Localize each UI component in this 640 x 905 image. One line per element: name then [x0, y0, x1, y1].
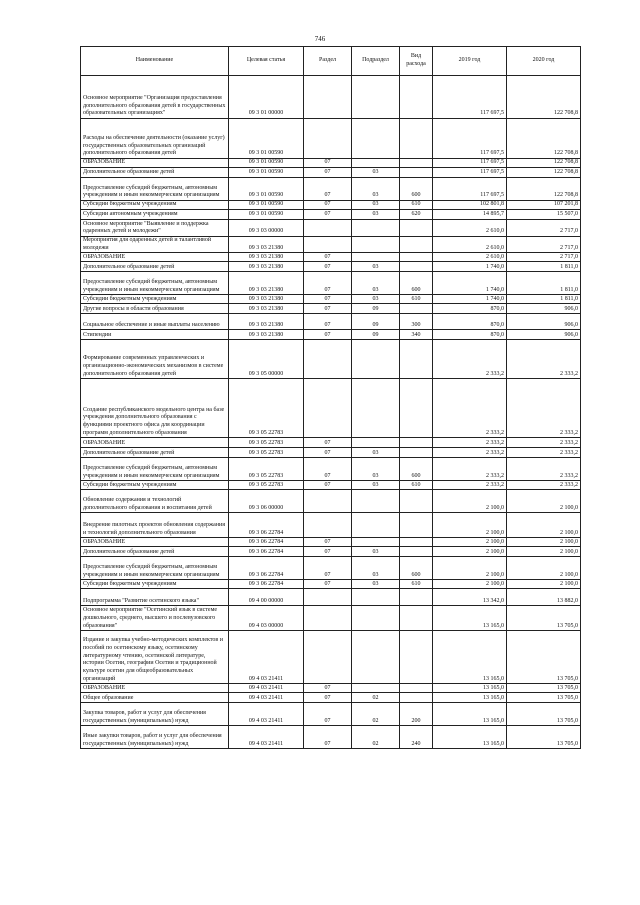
cell-section — [304, 513, 352, 538]
cell-section: 07 — [304, 458, 352, 481]
cell-section: 07 — [304, 272, 352, 295]
table-row — [81, 237, 581, 253]
cell-name: Предоставление субсидий бюджетным, автономным учреждениям и иным некоммерческим организациям — [81, 178, 229, 201]
cell-subsection — [352, 119, 400, 159]
cell-expense-type — [400, 438, 433, 448]
header-subsection: Подраздел — [352, 47, 400, 76]
cell-expense-type — [400, 631, 433, 684]
cell-year-2019: 2 100,0 — [433, 513, 507, 538]
cell-target-article: 09 3 03 00000 — [229, 220, 304, 237]
cell-expense-type — [400, 589, 433, 606]
cell-year-2019: 2 333,2 — [433, 481, 507, 490]
cell-year-2019: 117 697,5 — [433, 76, 507, 119]
table-row — [81, 159, 581, 168]
cell-target-article: 09 4 00 00000 — [229, 589, 304, 606]
cell-target-article: 09 4 03 21411 — [229, 693, 304, 703]
cell-section: 07 — [304, 159, 352, 168]
cell-subsection: 03 — [352, 178, 400, 201]
cell-expense-type — [400, 684, 433, 693]
cell-subsection — [352, 220, 400, 237]
cell-subsection — [352, 606, 400, 631]
cell-section: 07 — [304, 253, 352, 262]
cell-section: 07 — [304, 262, 352, 272]
cell-year-2019: 13 165,0 — [433, 606, 507, 631]
cell-target-article: 09 3 01 00000 — [229, 76, 304, 119]
cell-name: Обновление содержания и технологий дополнительного образования и воспитания детей — [81, 490, 229, 513]
cell-section: 07 — [304, 547, 352, 557]
cell-subsection — [352, 513, 400, 538]
cell-expense-type: 200 — [400, 703, 433, 726]
cell-name: Дополнительное образование детей — [81, 448, 229, 458]
cell-target-article: 09 4 03 21411 — [229, 726, 304, 749]
cell-expense-type: 600 — [400, 178, 433, 201]
table-row — [81, 210, 581, 220]
cell-year-2020: 2 100,0 — [507, 490, 581, 513]
table-row — [81, 340, 581, 379]
cell-year-2019: 2 100,0 — [433, 557, 507, 580]
cell-subsection — [352, 684, 400, 693]
cell-target-article: 09 3 01 00590 — [229, 119, 304, 159]
table-row — [81, 119, 581, 159]
cell-year-2019: 2 333,2 — [433, 379, 507, 438]
cell-subsection: 03 — [352, 168, 400, 178]
table-row — [81, 580, 581, 589]
table-row — [81, 379, 581, 438]
cell-section: 07 — [304, 210, 352, 220]
cell-year-2019: 2 100,0 — [433, 580, 507, 589]
table-row — [81, 726, 581, 749]
cell-section — [304, 340, 352, 379]
cell-year-2020: 1 811,0 — [507, 295, 581, 304]
cell-year-2019: 102 801,8 — [433, 201, 507, 210]
cell-year-2019: 2 333,2 — [433, 340, 507, 379]
cell-name: Субсидии бюджетным учреждениям — [81, 295, 229, 304]
cell-section — [304, 606, 352, 631]
table-row — [81, 631, 581, 684]
cell-target-article: 09 3 06 22784 — [229, 513, 304, 538]
cell-subsection — [352, 159, 400, 168]
cell-name: ОБРАЗОВАНИЕ — [81, 538, 229, 547]
cell-subsection: 03 — [352, 210, 400, 220]
cell-year-2020: 122 708,8 — [507, 76, 581, 119]
cell-name: Расходы на обеспечение деятельности (оказание услуг) государственных образовательных организаций дополнительного образования детей — [81, 119, 229, 159]
cell-year-2020: 2 100,0 — [507, 538, 581, 547]
cell-target-article: 09 4 03 21411 — [229, 703, 304, 726]
table-row — [81, 76, 581, 119]
cell-year-2019: 2 610,0 — [433, 237, 507, 253]
cell-name: Основное мероприятие "Осетинский язык в системе дошкольного, среднего, высшего и послевузовского образования" — [81, 606, 229, 631]
cell-section: 07 — [304, 481, 352, 490]
cell-year-2020: 122 708,8 — [507, 178, 581, 201]
cell-target-article: 09 3 06 00000 — [229, 490, 304, 513]
cell-year-2019: 13 165,0 — [433, 684, 507, 693]
cell-target-article: 09 3 03 21380 — [229, 330, 304, 340]
cell-expense-type — [400, 538, 433, 547]
cell-name: Дополнительное образование детей — [81, 262, 229, 272]
cell-target-article: 09 3 03 21380 — [229, 304, 304, 314]
cell-year-2020: 13 705,0 — [507, 631, 581, 684]
cell-section: 07 — [304, 168, 352, 178]
cell-expense-type — [400, 379, 433, 438]
cell-subsection: 03 — [352, 580, 400, 589]
table-row — [81, 304, 581, 314]
cell-target-article: 09 3 03 21380 — [229, 253, 304, 262]
table-row — [81, 220, 581, 237]
cell-subsection — [352, 340, 400, 379]
cell-target-article: 09 3 01 00590 — [229, 178, 304, 201]
cell-expense-type: 610 — [400, 580, 433, 589]
cell-year-2019: 1 740,0 — [433, 295, 507, 304]
cell-subsection: 09 — [352, 330, 400, 340]
cell-section — [304, 237, 352, 253]
cell-expense-type — [400, 253, 433, 262]
cell-target-article: 09 3 06 22784 — [229, 547, 304, 557]
table-row — [81, 168, 581, 178]
cell-section — [304, 119, 352, 159]
cell-subsection — [352, 253, 400, 262]
table-header-row — [81, 47, 581, 76]
cell-year-2019: 2 333,2 — [433, 448, 507, 458]
cell-year-2020: 107 201,8 — [507, 201, 581, 210]
cell-subsection: 09 — [352, 304, 400, 314]
cell-section: 07 — [304, 448, 352, 458]
cell-expense-type: 620 — [400, 210, 433, 220]
cell-target-article: 09 3 01 00590 — [229, 159, 304, 168]
cell-expense-type — [400, 220, 433, 237]
cell-name: Иные закупки товаров, работ и услуг для обеспечения государственных (муниципальных) нужд — [81, 726, 229, 749]
cell-expense-type — [400, 262, 433, 272]
cell-target-article: 09 3 06 22784 — [229, 580, 304, 589]
table-row — [81, 438, 581, 448]
cell-name: Основное мероприятие "Выявление и поддержка одаренных детей и молодежи" — [81, 220, 229, 237]
cell-subsection: 09 — [352, 314, 400, 330]
cell-name: Мероприятия для одаренных детей и талантливой молодежи — [81, 237, 229, 253]
cell-expense-type: 300 — [400, 314, 433, 330]
cell-subsection: 03 — [352, 295, 400, 304]
header-expense-type: Вид расхода — [400, 47, 433, 76]
table-row — [81, 490, 581, 513]
cell-year-2020: 1 811,0 — [507, 262, 581, 272]
cell-section: 07 — [304, 438, 352, 448]
cell-expense-type: 340 — [400, 330, 433, 340]
cell-year-2019: 1 740,0 — [433, 272, 507, 295]
cell-expense-type — [400, 304, 433, 314]
cell-section — [304, 220, 352, 237]
cell-target-article: 09 3 05 22783 — [229, 481, 304, 490]
table-row — [81, 538, 581, 547]
table-row — [81, 481, 581, 490]
cell-target-article: 09 3 05 22783 — [229, 448, 304, 458]
cell-year-2020: 2 333,2 — [507, 379, 581, 438]
cell-expense-type — [400, 513, 433, 538]
cell-year-2019: 13 165,0 — [433, 693, 507, 703]
cell-section: 07 — [304, 201, 352, 210]
cell-year-2019: 13 165,0 — [433, 726, 507, 749]
cell-year-2019: 2 100,0 — [433, 547, 507, 557]
cell-expense-type: 240 — [400, 726, 433, 749]
table-row — [81, 458, 581, 481]
cell-subsection: 03 — [352, 458, 400, 481]
cell-year-2019: 117 697,5 — [433, 119, 507, 159]
cell-name: Предоставление субсидий бюджетным, автономным учреждениям и иным некоммерческим организациям — [81, 458, 229, 481]
cell-target-article: 09 3 05 00000 — [229, 340, 304, 379]
cell-year-2019: 117 697,5 — [433, 178, 507, 201]
cell-year-2019: 13 165,0 — [433, 703, 507, 726]
cell-subsection — [352, 237, 400, 253]
cell-name: ОБРАЗОВАНИЕ — [81, 684, 229, 693]
cell-section — [304, 379, 352, 438]
cell-expense-type — [400, 547, 433, 557]
cell-year-2020: 2 333,2 — [507, 448, 581, 458]
cell-year-2020: 2 717,0 — [507, 220, 581, 237]
cell-section: 07 — [304, 703, 352, 726]
cell-subsection: 02 — [352, 703, 400, 726]
table-row — [81, 314, 581, 330]
cell-section — [304, 490, 352, 513]
header-target-article: Целевая статья — [229, 47, 304, 76]
cell-target-article: 09 3 06 22784 — [229, 557, 304, 580]
cell-section: 07 — [304, 304, 352, 314]
cell-name: Создание республиканского модельного центра на базе учреждения дополнительного образования с функциями проектного офиса для координации программ дополнительного образования — [81, 379, 229, 438]
cell-name: Социальное обеспечение и иные выплаты населению — [81, 314, 229, 330]
cell-year-2019: 870,0 — [433, 314, 507, 330]
cell-section: 07 — [304, 726, 352, 749]
table-row — [81, 253, 581, 262]
cell-year-2019: 14 895,7 — [433, 210, 507, 220]
cell-name: ОБРАЗОВАНИЕ — [81, 253, 229, 262]
cell-expense-type: 610 — [400, 201, 433, 210]
cell-expense-type — [400, 119, 433, 159]
table-row — [81, 513, 581, 538]
cell-year-2019: 2 610,0 — [433, 253, 507, 262]
cell-subsection — [352, 538, 400, 547]
cell-year-2019: 2 100,0 — [433, 538, 507, 547]
cell-expense-type: 600 — [400, 557, 433, 580]
cell-subsection — [352, 438, 400, 448]
cell-subsection: 02 — [352, 693, 400, 703]
cell-subsection — [352, 589, 400, 606]
cell-year-2019: 870,0 — [433, 330, 507, 340]
cell-year-2020: 13 705,0 — [507, 606, 581, 631]
cell-year-2020: 122 708,8 — [507, 159, 581, 168]
cell-name: Закупка товаров, работ и услуг для обеспечения государственных (муниципальных) нужд — [81, 703, 229, 726]
table-row — [81, 557, 581, 580]
cell-year-2020: 13 705,0 — [507, 684, 581, 693]
cell-target-article: 09 3 01 00590 — [229, 168, 304, 178]
cell-expense-type — [400, 448, 433, 458]
cell-name: Дополнительное образование детей — [81, 547, 229, 557]
table-row — [81, 201, 581, 210]
table-row — [81, 606, 581, 631]
cell-section: 07 — [304, 314, 352, 330]
table-row — [81, 295, 581, 304]
header-year-2020: 2020 год — [507, 47, 581, 76]
cell-name: Общее образование — [81, 693, 229, 703]
cell-section: 07 — [304, 295, 352, 304]
cell-subsection: 03 — [352, 481, 400, 490]
cell-year-2020: 2 333,2 — [507, 458, 581, 481]
cell-expense-type — [400, 168, 433, 178]
cell-section: 07 — [304, 557, 352, 580]
cell-target-article: 09 4 03 21411 — [229, 684, 304, 693]
cell-subsection: 03 — [352, 448, 400, 458]
cell-name: Формирование современных управленческих и организационно-экономических механизмов в системе дополнительного образования детей — [81, 340, 229, 379]
cell-section: 07 — [304, 693, 352, 703]
cell-subsection — [352, 379, 400, 438]
cell-expense-type — [400, 237, 433, 253]
cell-name: Предоставление субсидий бюджетным, автономным учреждениям и иным некоммерческим организациям — [81, 557, 229, 580]
table-row — [81, 589, 581, 606]
cell-name: Другие вопросы в области образования — [81, 304, 229, 314]
cell-year-2019: 870,0 — [433, 304, 507, 314]
cell-year-2019: 13 342,0 — [433, 589, 507, 606]
cell-year-2020: 122 708,8 — [507, 119, 581, 159]
cell-expense-type — [400, 340, 433, 379]
cell-name: Дополнительное образование детей — [81, 168, 229, 178]
cell-target-article: 09 3 03 21380 — [229, 272, 304, 295]
cell-target-article: 09 3 06 22784 — [229, 538, 304, 547]
table-row — [81, 448, 581, 458]
header-name: Наименование — [81, 47, 229, 76]
cell-target-article: 09 3 03 21380 — [229, 262, 304, 272]
cell-section: 07 — [304, 538, 352, 547]
cell-name: Издание и закупка учебно-методических комплектов и пособий по осетинскому языку, осетинскому литературному чтению, осетинской литературе, истории Осетии, географии Осетии и традиционной культуре осетин для общеобразовательных организаций — [81, 631, 229, 684]
cell-target-article: 09 3 05 22783 — [229, 458, 304, 481]
page-number: 746 — [314, 35, 326, 43]
cell-expense-type: 600 — [400, 458, 433, 481]
cell-subsection: 03 — [352, 262, 400, 272]
cell-target-article: 09 4 03 21411 — [229, 631, 304, 684]
cell-name: Субсидии автономным учреждениям — [81, 210, 229, 220]
cell-expense-type — [400, 606, 433, 631]
cell-expense-type: 610 — [400, 295, 433, 304]
cell-expense-type — [400, 76, 433, 119]
cell-year-2020: 13 705,0 — [507, 703, 581, 726]
cell-year-2019: 117 697,5 — [433, 159, 507, 168]
cell-subsection: 03 — [352, 557, 400, 580]
cell-year-2020: 2 333,2 — [507, 438, 581, 448]
cell-year-2020: 122 708,8 — [507, 168, 581, 178]
table-row — [81, 178, 581, 201]
cell-year-2020: 2 100,0 — [507, 513, 581, 538]
cell-year-2020: 2 100,0 — [507, 547, 581, 557]
cell-year-2020: 2 717,0 — [507, 253, 581, 262]
cell-year-2020: 906,0 — [507, 314, 581, 330]
cell-year-2019: 117 697,5 — [433, 168, 507, 178]
cell-name: Субсидии бюджетным учреждениям — [81, 580, 229, 589]
table-row — [81, 330, 581, 340]
cell-target-article: 09 3 01 00590 — [229, 201, 304, 210]
cell-year-2020: 2 100,0 — [507, 580, 581, 589]
cell-name: Внедрение пилотных проектов обновления содержания и технологий дополнительного образования — [81, 513, 229, 538]
cell-year-2020: 2 100,0 — [507, 557, 581, 580]
table-row — [81, 547, 581, 557]
cell-name: Субсидии бюджетным учреждениям — [81, 201, 229, 210]
cell-year-2020: 13 705,0 — [507, 726, 581, 749]
cell-year-2020: 13 882,0 — [507, 589, 581, 606]
cell-year-2019: 2 333,2 — [433, 438, 507, 448]
cell-section — [304, 631, 352, 684]
cell-year-2020: 2 333,2 — [507, 340, 581, 379]
cell-year-2020: 2 717,0 — [507, 237, 581, 253]
cell-subsection — [352, 490, 400, 513]
cell-year-2019: 1 740,0 — [433, 262, 507, 272]
cell-expense-type: 600 — [400, 272, 433, 295]
table-row — [81, 262, 581, 272]
cell-year-2020: 2 333,2 — [507, 481, 581, 490]
cell-subsection: 03 — [352, 201, 400, 210]
cell-year-2020: 13 705,0 — [507, 693, 581, 703]
cell-year-2019: 2 610,0 — [433, 220, 507, 237]
cell-target-article: 09 3 05 22783 — [229, 379, 304, 438]
cell-section: 07 — [304, 580, 352, 589]
header-year-2019: 2019 год — [433, 47, 507, 76]
cell-expense-type — [400, 693, 433, 703]
cell-subsection: 02 — [352, 726, 400, 749]
cell-year-2019: 2 333,2 — [433, 458, 507, 481]
cell-name: Подпрограмма "Развитие осетинского языка" — [81, 589, 229, 606]
cell-name: ОБРАЗОВАНИЕ — [81, 438, 229, 448]
cell-year-2019: 13 165,0 — [433, 631, 507, 684]
cell-section: 07 — [304, 684, 352, 693]
cell-name: Субсидии бюджетным учреждениям — [81, 481, 229, 490]
cell-section — [304, 76, 352, 119]
cell-section: 07 — [304, 178, 352, 201]
cell-name: ОБРАЗОВАНИЕ — [81, 159, 229, 168]
cell-year-2020: 1 811,0 — [507, 272, 581, 295]
cell-subsection: 03 — [352, 547, 400, 557]
cell-name: Основное мероприятие "Организация предоставления дополнительного образования детей в государственных образовательных организациях" — [81, 76, 229, 119]
cell-year-2019: 2 100,0 — [433, 490, 507, 513]
cell-subsection — [352, 631, 400, 684]
table-row — [81, 693, 581, 703]
budget-table — [80, 46, 581, 749]
cell-year-2020: 906,0 — [507, 330, 581, 340]
cell-section — [304, 589, 352, 606]
cell-year-2020: 906,0 — [507, 304, 581, 314]
table-row — [81, 272, 581, 295]
cell-expense-type: 610 — [400, 481, 433, 490]
table-row — [81, 703, 581, 726]
cell-target-article: 09 3 01 00590 — [229, 210, 304, 220]
cell-target-article: 09 3 03 21380 — [229, 314, 304, 330]
cell-target-article: 09 4 03 00000 — [229, 606, 304, 631]
cell-name: Стипендии — [81, 330, 229, 340]
cell-target-article: 09 3 03 21380 — [229, 295, 304, 304]
cell-year-2020: 15 507,0 — [507, 210, 581, 220]
cell-target-article: 09 3 05 22783 — [229, 438, 304, 448]
cell-subsection — [352, 76, 400, 119]
table-row — [81, 684, 581, 693]
header-section: Раздел — [304, 47, 352, 76]
cell-section: 07 — [304, 330, 352, 340]
cell-name: Предоставление субсидий бюджетным, автономным учреждениям и иным некоммерческим организациям — [81, 272, 229, 295]
cell-expense-type — [400, 159, 433, 168]
cell-expense-type — [400, 490, 433, 513]
cell-target-article: 09 3 03 21380 — [229, 237, 304, 253]
cell-subsection: 03 — [352, 272, 400, 295]
